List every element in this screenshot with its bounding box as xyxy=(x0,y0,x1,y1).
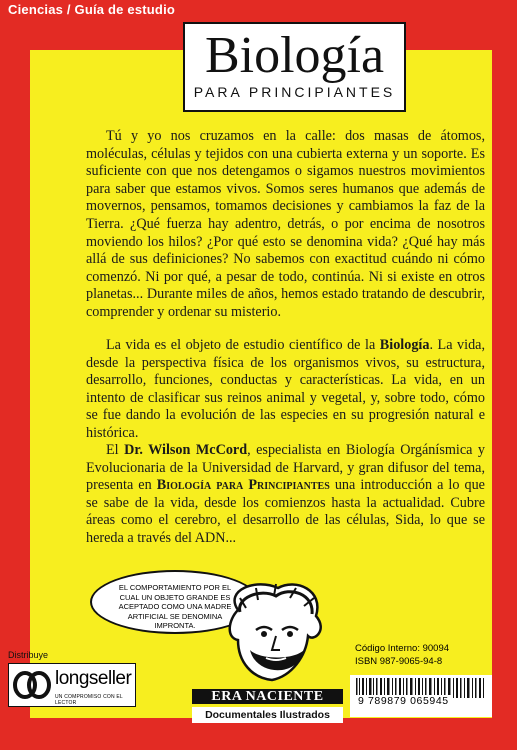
internal-code: Código Interno: 90094 xyxy=(355,643,450,654)
paragraph-intro: Tú y yo nos cruzamos en la calle: dos masas de átomos, moléculas, células y tejidos con una cubierta externa y un soporte. Es suficiente con que nos detengamos o sigamos nuestros movimientos para saber que estamos vivos. Somos seres humanos que además de movernos, pensamos, tomamos decisiones y cambiamos la faz de la Tierra. ¿Qué fuerza hay adentro, detrás, o por encima de nosotros moviendo los hilos? ¿Por qué esto se denomina vida? ¿Qué hay más allá de sus definiciones? No sabemos con exactitud cuándo ni cómo comenzó. Ni por qué, a pesar de todo, continúa. Ni si existe en otros planetas... Durante miles de años, hemos estado tratando de descubrir, comprender y ordenar su misterio. xyxy=(86,128,485,320)
paragraph-author: El Dr. Wilson McCord, especialista en Biología Orgánísmica y Evolucionaria de la Universidad de Harvard, y gran difusor del tema, presenta en Biología para Principiantes una introducción a lo que se sabe de la vida, desde los comienzos hasta la actualidad. Cubre áreas como el cerebro, el desarrollo de las células, Sida, lo que se hereda a través del ADN... xyxy=(86,442,485,546)
biology-term: Biología xyxy=(379,337,430,353)
distributor-label: Distribuye xyxy=(8,650,49,660)
book-reference: Biología para Principiantes xyxy=(156,477,330,494)
paragraph-biology: La vida es el objeto de estudio científico de la Biología. La vida, desde la perspectiva física de los organismos vivos, su estructura, desarrollo, funciones, conductas y características. La vida, en un intento de clasificar sus reinos animal y vegetal, y, sobre todo, cómo se fue dando la evolución de las especies en su progresión natural e histórica. xyxy=(86,337,486,441)
isbn: ISBN 987-9065-94-8 xyxy=(355,656,443,667)
collection-subtitle: Documentales Ilustrados xyxy=(192,707,343,723)
speech-bubble-text: EL COMPORTAMIENTO POR EL CUAL UN OBJETO GRANDE ES ACEPTADO COMO UNA MADRE ARTIFICIAL SE DENOMINA IMPRONTA. xyxy=(118,583,232,630)
longseller-logo-icon xyxy=(12,669,52,701)
book-title: Biología xyxy=(204,27,385,84)
publisher-tagline: UN COMPROMISO CON EL LECTOR xyxy=(55,694,123,706)
barcode-number: 9 789879 065945 xyxy=(358,695,449,707)
publisher-name: longseller xyxy=(55,668,132,689)
collection-name: ERA NACIENTE xyxy=(192,689,343,704)
series-label: Ciencias / Guía de estudio xyxy=(8,2,176,17)
title-box xyxy=(183,22,406,112)
scientist-illustration xyxy=(216,580,336,688)
publisher-logo-box xyxy=(8,663,136,707)
catalog-info xyxy=(355,642,449,668)
book-subtitle: PARA PRINCIPIANTES xyxy=(193,84,396,100)
author-name: Dr. Wilson McCord xyxy=(124,442,248,458)
